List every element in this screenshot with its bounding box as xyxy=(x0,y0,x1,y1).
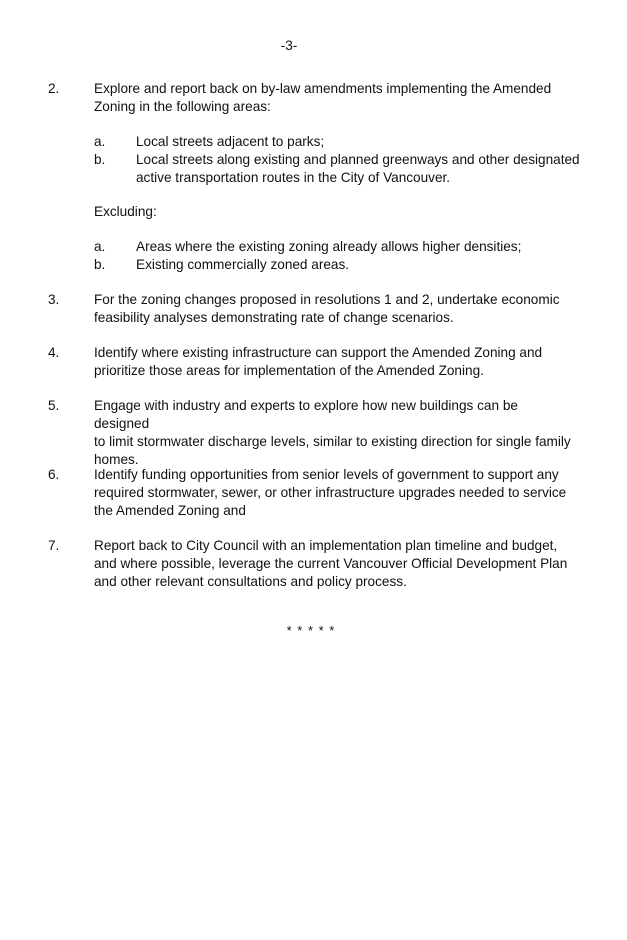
item-text xyxy=(94,80,574,116)
item-text xyxy=(94,466,574,520)
subitem-letter: b. xyxy=(94,152,106,167)
text-line: and other relevant consultations and policy process. xyxy=(94,574,407,589)
item-number: 5. xyxy=(48,398,60,413)
subitem-letter: a. xyxy=(94,134,106,149)
text-line: Local streets adjacent to parks; xyxy=(136,134,325,149)
end-marker: * * * * * xyxy=(286,623,336,638)
item-text xyxy=(94,291,574,327)
excluding-label: Excluding: xyxy=(94,204,157,219)
item-text xyxy=(94,537,574,591)
subitem-text xyxy=(136,133,586,151)
text-line: prioritize those areas for implementation of the Amended Zoning. xyxy=(94,363,484,378)
text-line: Identify funding opportunities from senior levels of government to support any xyxy=(94,467,559,482)
subitem-text xyxy=(136,238,586,256)
item-text xyxy=(94,397,574,469)
text-line: and where possible, leverage the current Vancouver Official Development Plan xyxy=(94,556,568,571)
text-line: feasibility analyses demonstrating rate of change scenarios. xyxy=(94,310,454,325)
text-line: the Amended Zoning and xyxy=(94,503,246,518)
item-number: 3. xyxy=(48,292,60,307)
text-line: Identify where existing infrastructure can support the Amended Zoning and xyxy=(94,345,543,360)
item-number: 6. xyxy=(48,467,60,482)
text-line: Areas where the existing zoning already allows higher densities; xyxy=(136,239,522,254)
subitem-letter: b. xyxy=(94,257,106,272)
subitem-text xyxy=(136,151,586,187)
text-line: Explore and report back on by-law amendments implementing the Amended xyxy=(94,81,552,96)
item-number: 4. xyxy=(48,345,60,360)
text-line: Zoning in the following areas: xyxy=(94,99,271,114)
page-number: -3- xyxy=(280,38,298,53)
subitem-text xyxy=(136,256,586,274)
item-number: 7. xyxy=(48,538,60,553)
item-text xyxy=(94,344,574,380)
text-line: homes. xyxy=(94,452,139,467)
subitem-letter: a. xyxy=(94,239,106,254)
text-line: Engage with industry and experts to explore how new buildings can be designed xyxy=(94,398,518,431)
text-line: For the zoning changes proposed in resolutions 1 and 2, undertake economic xyxy=(94,292,560,307)
text-line: Existing commercially zoned areas. xyxy=(136,257,350,272)
text-line: Local streets along existing and planned greenways and other designated xyxy=(136,152,580,167)
item-number: 2. xyxy=(48,81,60,96)
text-line: required stormwater, sewer, or other infrastructure upgrades needed to service xyxy=(94,485,567,500)
text-line: active transportation routes in the City of Vancouver. xyxy=(136,170,451,185)
text-line: Report back to City Council with an implementation plan timeline and budget, xyxy=(94,538,558,553)
text-line: to limit stormwater discharge levels, similar to existing direction for single family xyxy=(94,434,571,449)
